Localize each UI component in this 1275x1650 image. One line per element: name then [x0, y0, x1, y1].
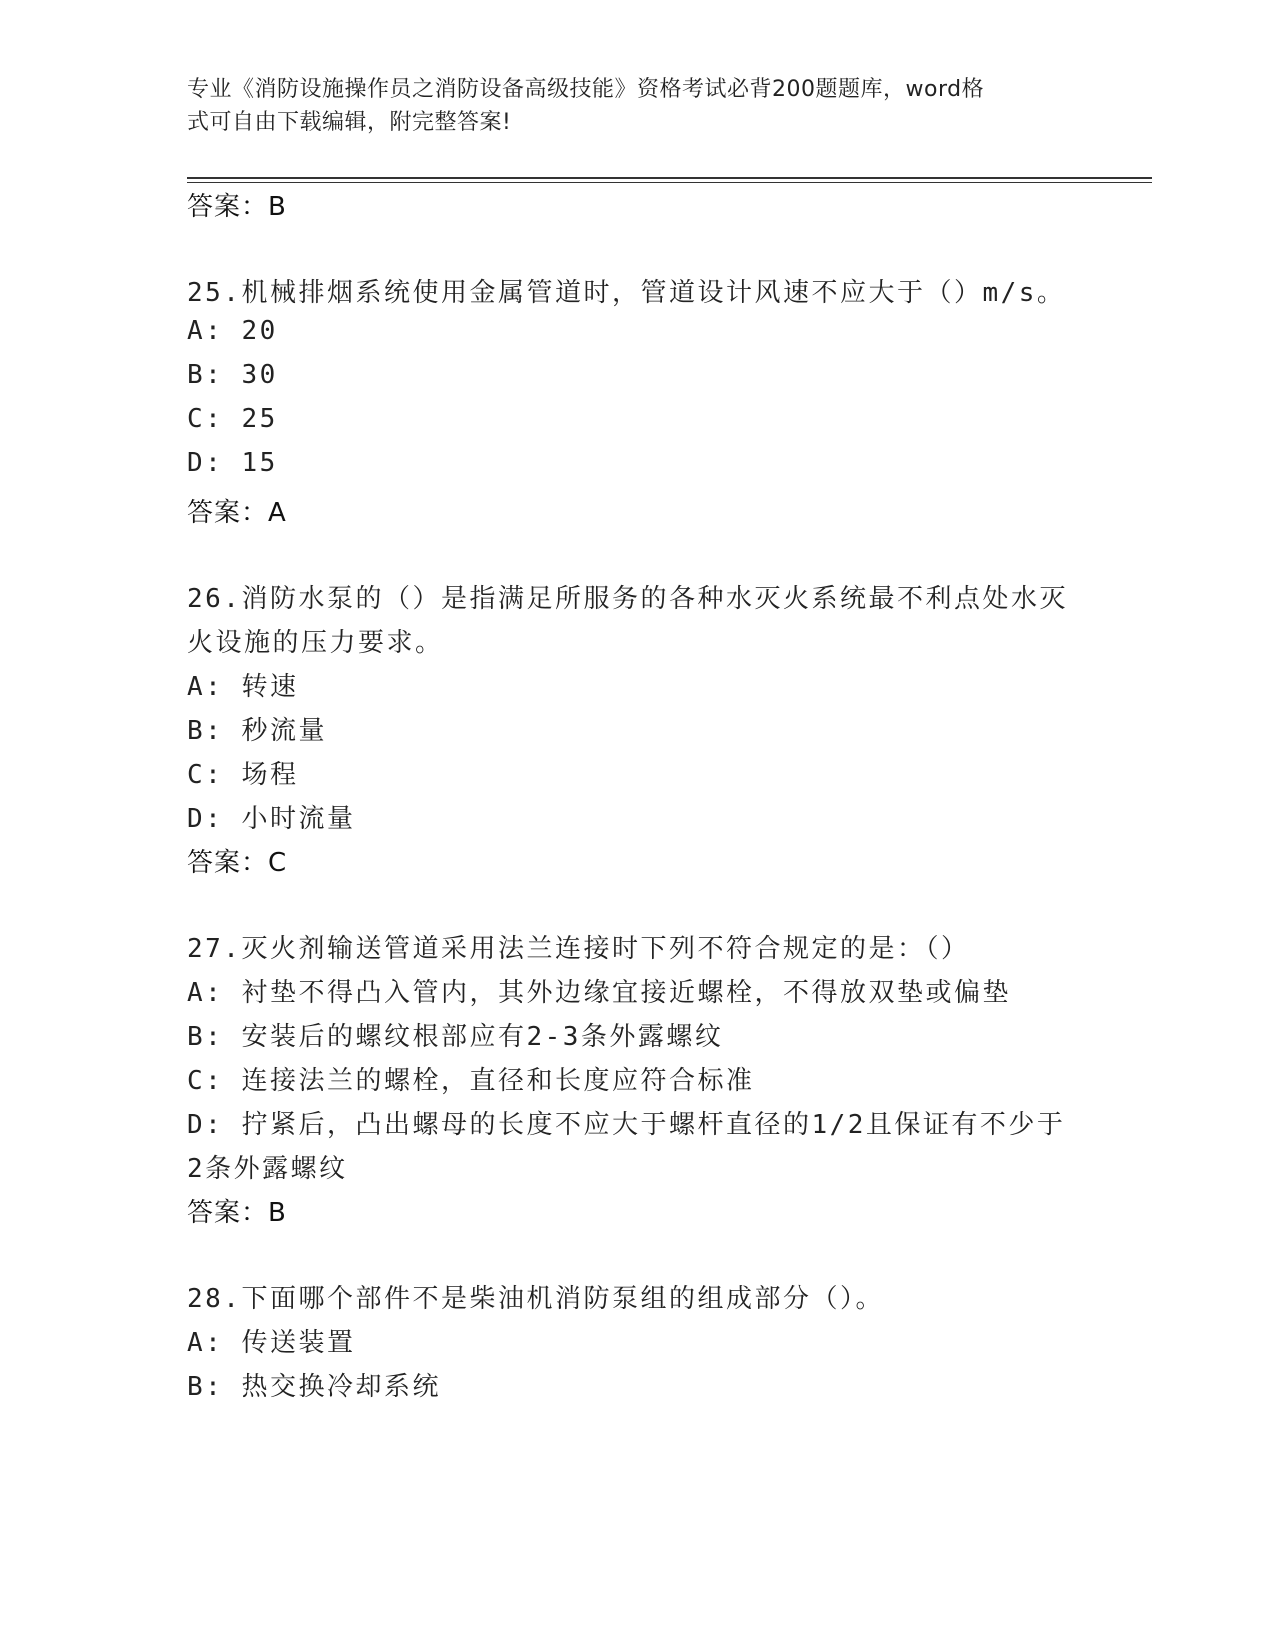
question-28-stem: 28.下面哪个部件不是柴油机消防泵组的组成部分（）。	[187, 1284, 884, 1314]
question-28-option-a: A: 传送装置	[187, 1328, 356, 1358]
header-line-2: 式可自由下载编辑，附完整答案!	[187, 110, 512, 135]
question-26-option-b: B: 秒流量	[187, 716, 327, 746]
question-26-option-d: D: 小时流量	[187, 804, 356, 834]
question-25-answer: 答案：A	[187, 498, 287, 528]
question-28-option-b: B: 热交换冷却系统	[187, 1372, 441, 1402]
question-25-option-a: A: 20	[187, 316, 278, 346]
question-25-option-d: D: 15	[187, 448, 278, 478]
question-27-option-b: B: 安装后的螺纹根部应有2-3条外露螺纹	[187, 1022, 724, 1052]
question-25-option-c: C: 25	[187, 404, 278, 434]
previous-answer: 答案：B	[187, 192, 287, 222]
question-27-option-a: A: 衬垫不得凸入管内，其外边缘宜接近螺栓，不得放双垫或偏垫	[187, 978, 1011, 1008]
question-26-answer: 答案：C	[187, 848, 288, 878]
header-divider-thin	[187, 182, 1152, 183]
question-27-option-d-line-2: 2条外露螺纹	[187, 1154, 348, 1184]
header-line-1: 专业《消防设施操作员之消防设备高级技能》资格考试必背200题题库，word格	[187, 77, 985, 102]
question-26-option-a: A: 转速	[187, 672, 299, 702]
header-divider-thick	[187, 177, 1152, 179]
document-header	[187, 73, 1087, 139]
question-26-stem-line-1: 26.消防水泵的（）是指满足所服务的各种水灭火系统最不利点处水灭	[187, 584, 1068, 614]
question-27-option-d-line-1: D: 拧紧后，凸出螺母的长度不应大于螺杆直径的1/2且保证有不少于	[187, 1110, 1066, 1140]
question-25-stem: 25.机械排烟系统使用金属管道时，管道设计风速不应大于（）m/s。	[187, 278, 1066, 308]
question-27-option-c: C: 连接法兰的螺栓，直径和长度应符合标准	[187, 1066, 755, 1096]
question-27-answer: 答案：B	[187, 1198, 287, 1228]
question-26-option-c: C: 场程	[187, 760, 299, 790]
question-27-stem: 27.灭火剂输送管道采用法兰连接时下列不符合规定的是：（）	[187, 934, 970, 964]
question-26-stem-line-2: 火设施的压力要求。	[187, 628, 444, 658]
question-25-option-b: B: 30	[187, 360, 278, 390]
